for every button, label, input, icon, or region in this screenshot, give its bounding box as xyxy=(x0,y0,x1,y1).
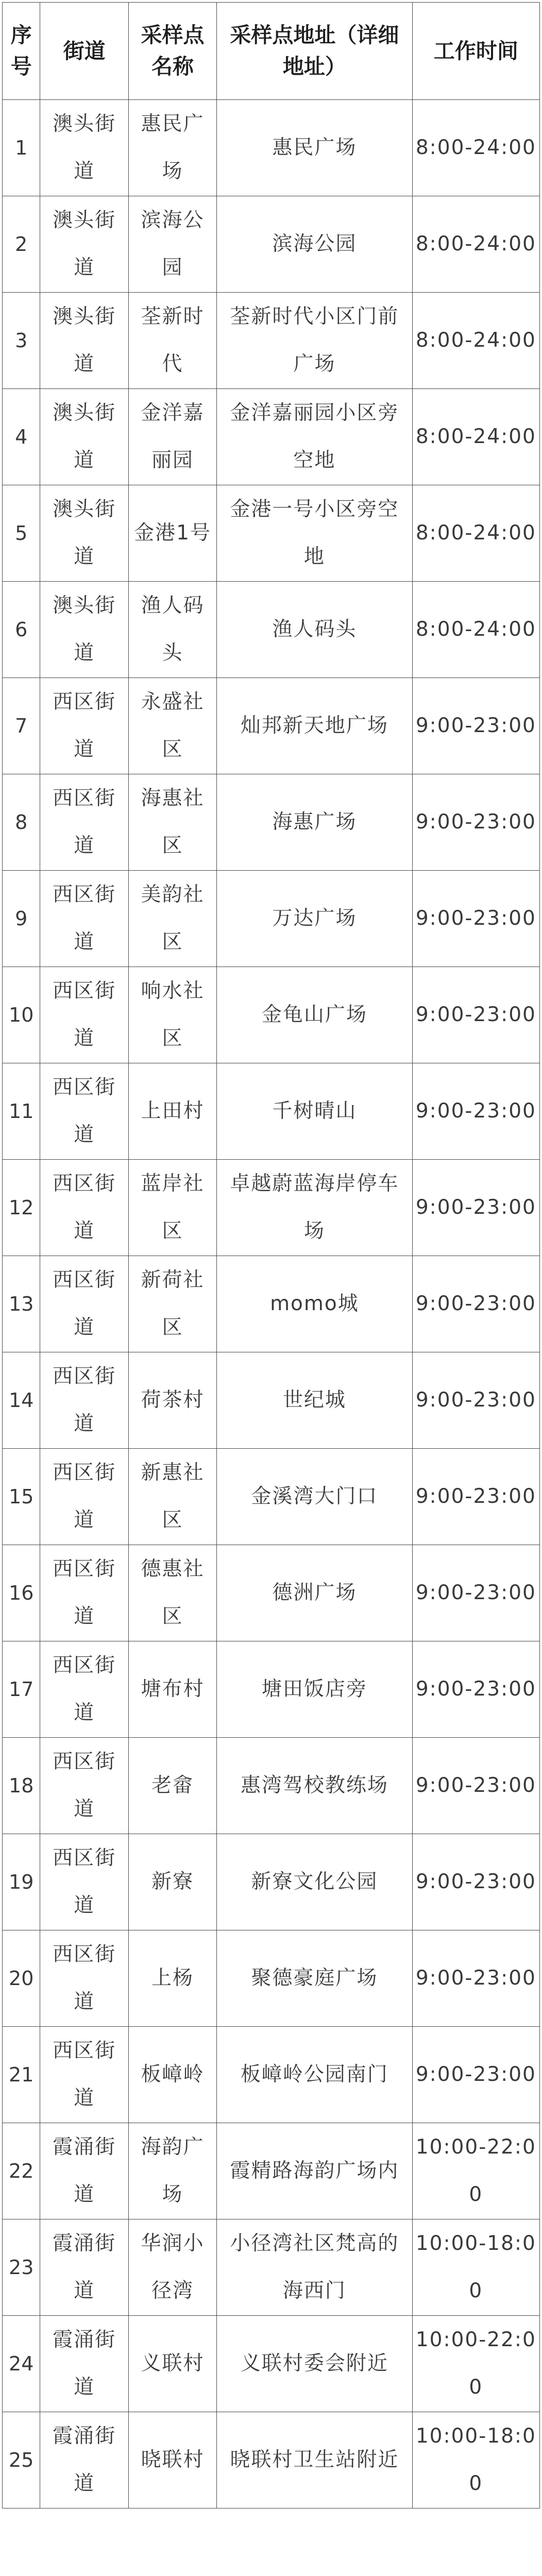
cell-address-text: 新寮文化公园 xyxy=(251,1870,378,1893)
table-row xyxy=(3,1545,540,1641)
cell-no xyxy=(3,967,40,1063)
table-row xyxy=(3,1352,540,1449)
cell-address xyxy=(217,100,412,196)
cell-no xyxy=(3,293,40,389)
cell-site-name-text: 荷茶村 xyxy=(141,1388,205,1412)
table-row xyxy=(3,2412,540,2509)
cell-address-text: momo城 xyxy=(270,1292,359,1315)
cell-street xyxy=(40,1256,128,1352)
cell-no xyxy=(3,774,40,871)
cell-hours-text: 9:00-23:00 xyxy=(415,1967,536,1990)
cell-address xyxy=(217,1641,412,1738)
table-row xyxy=(3,196,540,293)
table-row xyxy=(3,1834,540,1930)
cell-hours-text: 9:00-23:00 xyxy=(415,1292,536,1315)
cell-street xyxy=(40,2123,128,2219)
cell-no-text: 24 xyxy=(9,2352,34,2375)
cell-street xyxy=(40,2027,128,2123)
cell-street xyxy=(40,293,128,389)
cell-street-text: 西区街道 xyxy=(53,1846,116,1917)
cell-street-text: 西区街道 xyxy=(53,1654,116,1724)
cell-site-name xyxy=(128,1545,216,1641)
cell-hours-text: 9:00-23:00 xyxy=(415,1870,536,1893)
cell-hours xyxy=(412,2316,539,2412)
cell-no-text: 23 xyxy=(9,2256,34,2279)
cell-site-name xyxy=(128,967,216,1063)
cell-no xyxy=(3,1545,40,1641)
cell-no xyxy=(3,485,40,582)
cell-address-text: 金洋嘉丽园小区旁空地 xyxy=(230,401,399,472)
cell-site-name-text: 蓝岸社区 xyxy=(141,1172,205,1243)
cell-address xyxy=(217,1063,412,1160)
cell-hours-text: 9:00-23:00 xyxy=(415,907,536,930)
cell-site-name xyxy=(128,774,216,871)
table-row xyxy=(3,100,540,196)
cell-hours xyxy=(412,389,539,485)
cell-site-name xyxy=(128,2123,216,2219)
cell-address-text: 金龟山广场 xyxy=(261,1003,367,1026)
cell-hours-text: 9:00-23:00 xyxy=(415,2063,536,2086)
cell-address xyxy=(217,389,412,485)
table-row xyxy=(3,871,540,967)
cell-hours xyxy=(412,1352,539,1449)
table-row xyxy=(3,2316,540,2412)
cell-site-name-text: 金洋嘉丽园 xyxy=(141,401,205,472)
cell-no-text: 17 xyxy=(9,1678,34,1701)
cell-no-text: 5 xyxy=(15,522,28,545)
cell-street-text: 西区街道 xyxy=(53,1750,116,1821)
cell-hours xyxy=(412,196,539,293)
table-header-row xyxy=(3,3,540,100)
cell-site-name-text: 金港1号 xyxy=(134,521,211,545)
cell-no xyxy=(3,2123,40,2219)
cell-hours-text: 9:00-23:00 xyxy=(415,714,536,737)
cell-site-name xyxy=(128,293,216,389)
cell-street-text: 西区街道 xyxy=(53,979,116,1050)
cell-hours-text: 8:00-24:00 xyxy=(415,521,536,545)
cell-site-name xyxy=(128,485,216,582)
cell-hours xyxy=(412,1256,539,1352)
cell-site-name xyxy=(128,1160,216,1256)
cell-address-text: 板嶂岭公园南门 xyxy=(240,2063,388,2086)
cell-street xyxy=(40,2412,128,2509)
cell-address-text: 世纪城 xyxy=(282,1388,346,1412)
cell-site-name-text: 德惠社区 xyxy=(141,1557,205,1628)
cell-hours xyxy=(412,871,539,967)
cell-site-name-text: 永盛社区 xyxy=(141,690,205,761)
cell-site-name xyxy=(128,582,216,678)
cell-no-text: 1 xyxy=(15,137,28,159)
table-row xyxy=(3,678,540,774)
cell-street-text: 霞涌街道 xyxy=(53,2136,116,2206)
cell-hours xyxy=(412,1930,539,2027)
cell-address-text: 千树晴山 xyxy=(272,1099,357,1123)
table-row xyxy=(3,1160,540,1256)
cell-street-text: 西区街道 xyxy=(53,1268,116,1339)
cell-hours-text: 9:00-23:00 xyxy=(415,1388,536,1412)
table-row xyxy=(3,485,540,582)
cell-street-text: 西区街道 xyxy=(53,1172,116,1243)
header-address: 采样点地址（详细地址） xyxy=(217,3,412,100)
cell-hours xyxy=(412,2219,539,2316)
header-hours: 工作时间 xyxy=(412,3,539,100)
cell-no-text: 16 xyxy=(9,1582,34,1604)
table-row xyxy=(3,1256,540,1352)
header-site-name: 采样点名称 xyxy=(128,3,216,100)
cell-street xyxy=(40,1545,128,1641)
cell-hours xyxy=(412,2027,539,2123)
header-no: 序号 xyxy=(3,3,40,100)
cell-site-name-text: 板嶂岭 xyxy=(141,2063,205,2086)
cell-hours xyxy=(412,967,539,1063)
cell-street xyxy=(40,2219,128,2316)
cell-address xyxy=(217,871,412,967)
cell-hours xyxy=(412,2123,539,2219)
table-row xyxy=(3,2027,540,2123)
cell-site-name-text: 海韵广场 xyxy=(141,2136,205,2206)
cell-hours-text: 9:00-23:00 xyxy=(415,1774,536,1797)
cell-site-name-text: 海惠社区 xyxy=(141,787,205,857)
cell-no-text: 4 xyxy=(15,426,28,448)
table-row xyxy=(3,1930,540,2027)
sampling-sites-table xyxy=(2,2,540,2509)
cell-address xyxy=(217,1352,412,1449)
cell-address xyxy=(217,1256,412,1352)
cell-no xyxy=(3,2219,40,2316)
cell-address xyxy=(217,196,412,293)
cell-hours xyxy=(412,1449,539,1545)
cell-no xyxy=(3,582,40,678)
cell-site-name-text: 荃新时代 xyxy=(141,305,205,376)
cell-hours-text: 10:00-18:00 xyxy=(415,2425,536,2495)
cell-address xyxy=(217,774,412,871)
cell-street xyxy=(40,967,128,1063)
cell-address xyxy=(217,1738,412,1834)
cell-no-text: 2 xyxy=(15,233,28,256)
cell-hours xyxy=(412,293,539,389)
cell-street-text: 西区街道 xyxy=(53,1557,116,1628)
cell-street-text: 霞涌街道 xyxy=(53,2232,116,2302)
cell-hours xyxy=(412,1160,539,1256)
cell-no-text: 8 xyxy=(15,811,28,834)
cell-no-text: 25 xyxy=(9,2449,34,2471)
cell-hours xyxy=(412,2412,539,2509)
cell-street-text: 霞涌街道 xyxy=(53,2425,116,2495)
cell-street xyxy=(40,1834,128,1930)
cell-address-text: 万达广场 xyxy=(272,907,357,930)
cell-address xyxy=(217,678,412,774)
cell-site-name-text: 义联村 xyxy=(141,2352,205,2375)
cell-site-name-text: 新惠社区 xyxy=(141,1461,205,1532)
cell-hours-text: 9:00-23:00 xyxy=(415,1196,536,1219)
cell-address xyxy=(217,1449,412,1545)
cell-site-name-text: 惠民广场 xyxy=(141,112,205,183)
cell-site-name xyxy=(128,1738,216,1834)
cell-no-text: 15 xyxy=(9,1485,34,1508)
cell-site-name xyxy=(128,678,216,774)
cell-address-text: 聚德豪庭广场 xyxy=(251,1967,378,1990)
cell-site-name-text: 塘布村 xyxy=(141,1677,205,1701)
table-row xyxy=(3,582,540,678)
cell-street-text: 澳头街道 xyxy=(53,209,116,279)
cell-site-name xyxy=(128,1449,216,1545)
cell-site-name-text: 新寮 xyxy=(151,1870,194,1893)
cell-no-text: 22 xyxy=(9,2160,34,2182)
cell-street xyxy=(40,100,128,196)
cell-address-text: 德洲广场 xyxy=(272,1581,357,1604)
cell-hours xyxy=(412,1641,539,1738)
cell-address-text: 海惠广场 xyxy=(272,810,357,834)
cell-address xyxy=(217,1545,412,1641)
cell-no xyxy=(3,1834,40,1930)
cell-site-name xyxy=(128,1641,216,1738)
cell-hours-text: 8:00-24:00 xyxy=(415,136,536,159)
cell-address-text: 灿邦新天地广场 xyxy=(240,714,388,737)
cell-hours-text: 9:00-23:00 xyxy=(415,1003,536,1026)
cell-street xyxy=(40,1641,128,1738)
cell-hours-text: 8:00-24:00 xyxy=(415,618,536,641)
cell-hours xyxy=(412,1063,539,1160)
cell-no xyxy=(3,1738,40,1834)
cell-no xyxy=(3,2412,40,2509)
cell-no-text: 13 xyxy=(9,1293,34,1315)
table-row xyxy=(3,967,540,1063)
cell-street xyxy=(40,678,128,774)
cell-site-name xyxy=(128,100,216,196)
cell-no xyxy=(3,1641,40,1738)
cell-street-text: 西区街道 xyxy=(53,1076,116,1146)
cell-site-name xyxy=(128,2316,216,2412)
cell-site-name xyxy=(128,1352,216,1449)
cell-address xyxy=(217,485,412,582)
cell-address-text: 霞精路海韵广场内 xyxy=(230,2159,399,2182)
cell-site-name xyxy=(128,2027,216,2123)
cell-site-name-text: 响水社区 xyxy=(141,979,205,1050)
cell-street xyxy=(40,1738,128,1834)
table-row xyxy=(3,2123,540,2219)
cell-street-text: 澳头街道 xyxy=(53,498,116,568)
cell-site-name-text: 上田村 xyxy=(141,1099,205,1123)
cell-hours-text: 9:00-23:00 xyxy=(415,1485,536,1508)
cell-hours-text: 9:00-23:00 xyxy=(415,1677,536,1701)
cell-street-text: 澳头街道 xyxy=(53,305,116,376)
cell-no-text: 6 xyxy=(15,618,28,641)
cell-street xyxy=(40,2316,128,2412)
cell-site-name xyxy=(128,1256,216,1352)
cell-street-text: 西区街道 xyxy=(53,883,116,954)
cell-address xyxy=(217,2219,412,2316)
cell-street xyxy=(40,582,128,678)
cell-hours xyxy=(412,485,539,582)
cell-no xyxy=(3,389,40,485)
cell-no-text: 3 xyxy=(15,329,28,352)
cell-hours xyxy=(412,1545,539,1641)
cell-site-name xyxy=(128,1063,216,1160)
cell-street-text: 霞涌街道 xyxy=(53,2328,116,2399)
cell-address-text: 渔人码头 xyxy=(272,618,357,641)
cell-no-text: 12 xyxy=(9,1196,34,1219)
cell-no-text: 20 xyxy=(9,1967,34,1990)
table-row xyxy=(3,1641,540,1738)
cell-hours xyxy=(412,774,539,871)
cell-site-name-text: 老畲 xyxy=(151,1774,194,1797)
cell-address-text: 荃新时代小区门前广场 xyxy=(230,305,399,376)
cell-hours-text: 10:00-22:00 xyxy=(415,2328,536,2399)
cell-street xyxy=(40,1352,128,1449)
cell-hours-text: 9:00-23:00 xyxy=(415,1581,536,1604)
cell-site-name xyxy=(128,389,216,485)
cell-hours xyxy=(412,100,539,196)
cell-hours-text: 8:00-24:00 xyxy=(415,232,536,256)
cell-address-text: 惠湾驾校教练场 xyxy=(240,1774,388,1797)
table-row xyxy=(3,1738,540,1834)
cell-address-text: 滨海公园 xyxy=(272,232,357,256)
cell-site-name xyxy=(128,2412,216,2509)
cell-address-text: 卓越蔚蓝海岸停车场 xyxy=(230,1172,399,1243)
cell-no xyxy=(3,1352,40,1449)
table-row xyxy=(3,1063,540,1160)
cell-street-text: 西区街道 xyxy=(53,1365,116,1435)
cell-street-text: 西区街道 xyxy=(53,1943,116,2013)
cell-street-text: 澳头街道 xyxy=(53,594,116,665)
cell-address-text: 晓联村卫生站附近 xyxy=(230,2448,399,2471)
cell-no-text: 9 xyxy=(15,907,28,930)
header-street: 街道 xyxy=(40,3,128,100)
cell-street xyxy=(40,1449,128,1545)
cell-no xyxy=(3,2316,40,2412)
cell-site-name xyxy=(128,1930,216,2027)
cell-no xyxy=(3,2027,40,2123)
cell-address xyxy=(217,582,412,678)
cell-no-text: 11 xyxy=(9,1100,34,1123)
cell-no-text: 19 xyxy=(9,1871,34,1893)
cell-hours xyxy=(412,1834,539,1930)
cell-site-name-text: 滨海公园 xyxy=(141,209,205,279)
cell-address xyxy=(217,1834,412,1930)
cell-hours-text: 8:00-24:00 xyxy=(415,425,536,448)
cell-site-name xyxy=(128,196,216,293)
cell-street-text: 西区街道 xyxy=(53,1461,116,1532)
table-row xyxy=(3,1449,540,1545)
cell-address xyxy=(217,293,412,389)
cell-site-name-text: 晓联村 xyxy=(141,2448,205,2471)
cell-site-name-text: 上杨 xyxy=(151,1967,194,1990)
cell-street xyxy=(40,1063,128,1160)
cell-street xyxy=(40,774,128,871)
cell-no xyxy=(3,100,40,196)
cell-address xyxy=(217,1160,412,1256)
cell-address xyxy=(217,967,412,1063)
cell-no xyxy=(3,1063,40,1160)
cell-hours-text: 10:00-22:00 xyxy=(415,2136,536,2206)
cell-hours xyxy=(412,678,539,774)
cell-address-text: 义联村委会附近 xyxy=(240,2352,388,2375)
cell-address-text: 金溪湾大门口 xyxy=(251,1485,378,1508)
table-row xyxy=(3,293,540,389)
cell-street xyxy=(40,871,128,967)
cell-no xyxy=(3,871,40,967)
cell-street xyxy=(40,1160,128,1256)
cell-no xyxy=(3,1256,40,1352)
cell-site-name xyxy=(128,1834,216,1930)
cell-address xyxy=(217,2123,412,2219)
cell-site-name-text: 美韵社区 xyxy=(141,883,205,954)
cell-site-name xyxy=(128,871,216,967)
cell-hours xyxy=(412,582,539,678)
cell-no-text: 21 xyxy=(9,2063,34,2086)
cell-no xyxy=(3,1449,40,1545)
cell-hours-text: 8:00-24:00 xyxy=(415,329,536,352)
cell-address-text: 塘田饭店旁 xyxy=(261,1677,367,1701)
cell-no-text: 7 xyxy=(15,715,28,737)
cell-street xyxy=(40,389,128,485)
table-row xyxy=(3,774,540,871)
cell-street xyxy=(40,485,128,582)
cell-street-text: 西区街道 xyxy=(53,2039,116,2110)
cell-address xyxy=(217,2412,412,2509)
cell-street xyxy=(40,196,128,293)
cell-site-name xyxy=(128,2219,216,2316)
cell-address-text: 惠民广场 xyxy=(272,136,357,159)
table-row xyxy=(3,389,540,485)
cell-site-name-text: 华润小径湾 xyxy=(141,2232,205,2302)
cell-hours-text: 9:00-23:00 xyxy=(415,1099,536,1123)
table-row xyxy=(3,2219,540,2316)
cell-street-text: 澳头街道 xyxy=(53,112,116,183)
cell-site-name-text: 新荷社区 xyxy=(141,1268,205,1339)
cell-hours-text: 9:00-23:00 xyxy=(415,810,536,834)
cell-no xyxy=(3,1930,40,2027)
cell-address-text: 小径湾社区梵高的海西门 xyxy=(230,2232,399,2302)
cell-address-text: 金港一号小区旁空地 xyxy=(230,498,399,568)
cell-no-text: 14 xyxy=(9,1389,34,1412)
cell-site-name-text: 渔人码头 xyxy=(141,594,205,665)
cell-no xyxy=(3,1160,40,1256)
cell-street-text: 西区街道 xyxy=(53,690,116,761)
cell-address xyxy=(217,1930,412,2027)
cell-no xyxy=(3,678,40,774)
cell-no-text: 10 xyxy=(9,1004,34,1026)
cell-no xyxy=(3,196,40,293)
cell-address xyxy=(217,2316,412,2412)
cell-street-text: 澳头街道 xyxy=(53,401,116,472)
cell-hours xyxy=(412,1738,539,1834)
cell-street-text: 西区街道 xyxy=(53,787,116,857)
cell-address xyxy=(217,2027,412,2123)
cell-no-text: 18 xyxy=(9,1774,34,1797)
cell-hours-text: 10:00-18:00 xyxy=(415,2232,536,2302)
cell-street xyxy=(40,1930,128,2027)
